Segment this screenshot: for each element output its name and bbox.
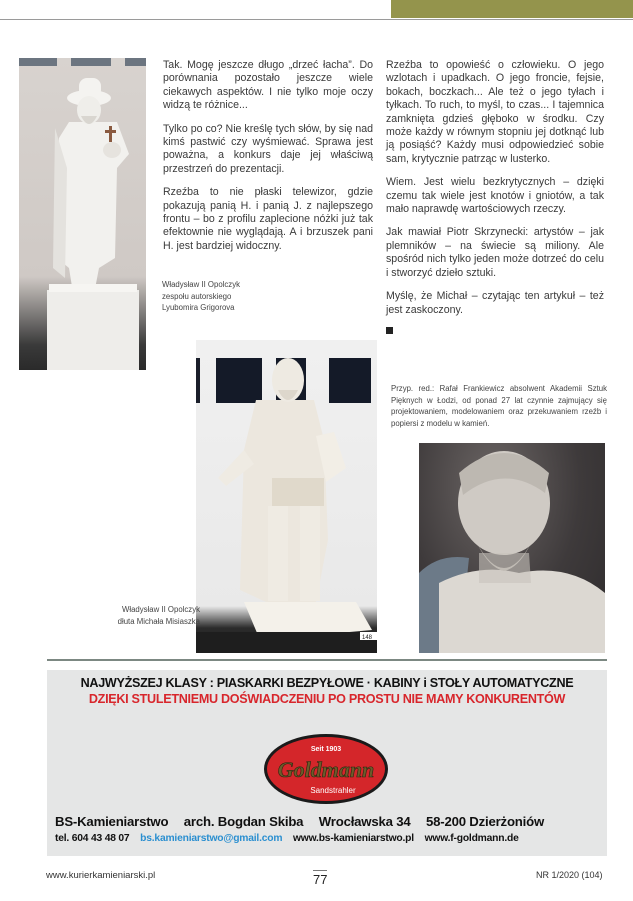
bust-illustration: [419, 443, 605, 653]
caption-photo-1: [162, 279, 292, 314]
article-column-left: [163, 59, 373, 263]
goldmann-logo: [261, 731, 391, 807]
header-accent-bar: [391, 0, 633, 18]
ad-owner: arch. Bogdan Skiba: [183, 814, 304, 829]
caption-line: Lyubomira Grigorova: [162, 303, 235, 312]
ad-company: BS-Kamieniarstwo: [55, 814, 169, 829]
end-of-article-mark: [386, 327, 393, 334]
paragraph: Tylko po co? Nie kreślę tych słów, by się nad kimś pastwić czy wyśmiewać. Sprawa jest poważna, a konkurs daje jej właściwą przestrzeń do prezentacji.: [163, 122, 373, 175]
paragraph: Myślę, że Michał – czytając ten artykuł – też jest zaskoczony.: [386, 290, 604, 316]
ad-website-link[interactable]: www.f-goldmann.de: [424, 833, 519, 844]
footer-website[interactable]: www.kurierkamieniarski.pl: [46, 870, 156, 881]
caption-line: dłuta Michała Misiaszka: [117, 616, 200, 626]
ad-email-link[interactable]: bs.kamieniarstwo@gmail.com: [140, 833, 283, 844]
photo-statue-lyubomira: [19, 58, 146, 370]
advertisement-goldmann: [47, 670, 607, 856]
ad-links-line: [55, 833, 603, 844]
caption-line: Władysław II Opolczyk: [122, 605, 200, 614]
caption-photo-2: [72, 604, 200, 627]
ad-city: 58-200 Dzierżoniów: [425, 814, 545, 829]
statue-illustration: [19, 58, 146, 370]
article-column-right: [386, 59, 604, 334]
header-rule: [0, 19, 633, 20]
caption-line: Władysław II Opolczyk: [162, 280, 240, 289]
ad-street: Wrocławska 34: [318, 814, 411, 829]
ad-subheadline: DZIĘKI STULETNIEMU DOŚWIADCZENIU PO PROSTU NIE MAMY KONKURENTÓW: [88, 692, 566, 706]
photo-statue-misiaszek: [196, 340, 377, 653]
ad-headline: NAJWYŻSZEJ KLASY : PIASKARKI BEZPYŁOWE · KABINY i STOŁY AUTOMATYCZNE: [80, 676, 574, 690]
paragraph: Tak. Mogę jeszcze długo „drzeć łacha”. Do porównania pozostało jeszcze wiele ciekawych aspektów. I nie tylko moje oczy widzą te różnice...: [163, 59, 373, 112]
paragraph: Rzeźba to nie płaski telewizor, gdzie pokazują panią H. i panią J. z najlepszego frontu – bo z profilu zaplecione nóżki już tak efektownie nie wyglądają. A i brzuszek pani H. jest bardziej widoczny.: [163, 186, 373, 252]
ad-phone: tel. 604 43 48 07: [55, 833, 130, 844]
logo-tagline: Sandstrahler: [310, 786, 356, 795]
ad-website-link[interactable]: www.bs-kamieniarstwo.pl: [293, 833, 414, 844]
logo-brand: Goldmann: [277, 757, 375, 782]
paragraph: Wiem. Jest wielu bezkrytycznych – dzięki czemu tak wiele jest knotów i gniotów, a tak mało naprawdę wartościowych rzeczy.: [386, 176, 604, 216]
paragraph: Rzeźba to opowieść o człowieku. O jego wzlotach i upadkach. O jego froncie, fejsie, bokach, boczkach... Ale też o jego tyłach i tyłkach. To ruch, to myśl, to czas... I tajemnica zamknięta gdzieś głęboko w środku. Czy może każdy w równym stopniu jej dotknąć lub ją posiąść? Każdy musi odpowiedzieć sobie sam, krytycznie patrząc w lusterko.: [386, 59, 604, 165]
photo-bust-closeup: [419, 443, 605, 653]
caption-line: zespołu autorskiego: [162, 291, 232, 301]
knight-statue-illustration: [196, 340, 377, 653]
photo-label: 148: [362, 635, 373, 641]
issue-number: NR 1/2020 (104): [536, 870, 603, 880]
paragraph: Jak mawiał Piotr Skrzynecki: artystów – jak plemników – na świecie są miliony. Ale spośród nich tylko jeden może dotrzeć do celu i stworzyć dzieło sztuki.: [386, 226, 604, 279]
page-number: 77: [313, 872, 328, 887]
logo-since: Seit 1903: [310, 746, 342, 753]
section-divider: [47, 659, 607, 661]
editor-note: Przyp. red.: Rafał Frankiewicz absolwent Akademii Sztuk Pięknych w Łodzi, od ponad 27 lat czynnie zajmujący się projektowaniem, modelowaniem oraz przekuwaniem rzeźb i popiersi z modelu w kamień.: [391, 384, 607, 428]
ad-contact-line: [55, 814, 603, 829]
